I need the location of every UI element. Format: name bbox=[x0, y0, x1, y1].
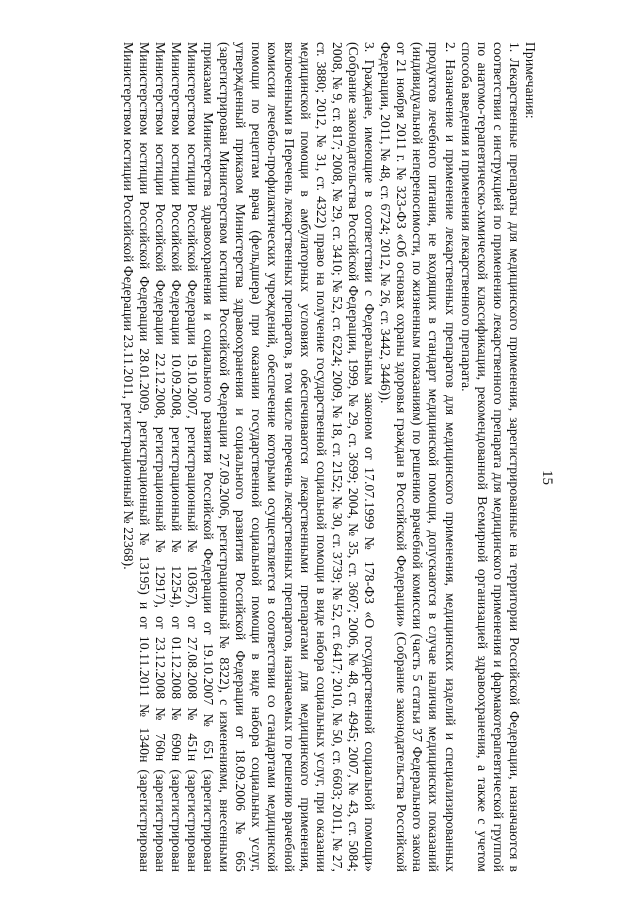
page-number: 15 bbox=[539, 470, 555, 485]
note-2: 2. Назначение и применение лекарственных препаратов для медицинского применения, медицинских изделий и специализированных продуктов лечебного питания, не входящих в стандарт медицинской помощи, допускаются в случае наличия медицинских показаний (индивидуальной непереносимости, по жизненным показаниям) по решению врачебной комиссии (часть 5 статьи 37 Федерального закона от 21 ноября 2011 г. № 323-ФЗ «Об основах охраны здоровья граждан в Российской Федерации» (Собрание законодательства Российской Федерации, 2011, № 48, ст. 6724; 2012, № 26, ст. 3442, 3446)). bbox=[378, 42, 458, 872]
notes-heading: Примечания: bbox=[523, 42, 538, 119]
note-1: 1. Лекарственные препараты для медицинского применения, зарегистрированные на территории Российской Федерации, назначаются в соответствии с инструкцией по применению лекарственного препарата для медицинского применения и фармакотерапевтической группой по анатомо-терапевтическо-химической классификации, рекомендованной Всемирной организацией здравоохранения, а также с учетом способа введения и применения лекарственного препарата. bbox=[458, 42, 522, 872]
notes-block bbox=[120, 42, 538, 872]
note-3: 3. Граждане, имеющие в соответствии с Федеральным законом от 17.07.1999 № 178-ФЗ «О государственной социальной помощи» (Собрание законодательства Российской Федерации, 1999, № 29, ст. 3699; 2004, № 35, ст. 3607; 2006, № 48, ст. 4945; 2007, № 43, ст. 5084; 2008, № 9, ст. 817; 2008, № 29, ст. 3410; № 52, ст. 6224; 2009, № 18, ст. 2152; № 30, ст. 3739; № 52, ст. 6417; 2010, № 50, ст. 6603; 2011, № 27, ст. 3880; 2012, № 31, ст. 4322) право на получение государственной социальной помощи в виде набора социальных услуг, при оказании медицинской помощи в амбулаторных условиях обеспечиваются лекарственными препаратами для медицинского применения, включенными в Перечень лекарственных препаратов, в том числе перечень лекарственных препаратов, назначаемых по решению врачебной комиссии лечебно-профилактических учреждений, обеспечение которыми осуществляется в соответствии со стандартами медицинской помощи по рецептам врача (фельдшера) при оказании государственной социальной помощи в виде набора социальных услуг, утвержденный приказом Министерства здравоохранения и социального развития Российской Федерации от 18.09.2006 № 665 (зарегистрирован Министерством юстиции Российской Федерации 27.09.2006, регистрационный № 8322), с изменениями, внесенными приказами Министерства здравоохранения и социального развития Российской Федерации от 19.10.2007 № 651 (зарегистрирован Министерством юстиции Российской Федерации 19.10.2007, регистрационный № 10367), от 27.08.2008 № 451н (зарегистрирован Министерством юстиции Российской Федерации 10.09.2008, регистрационный № 12254), от 01.12.2008 № 690н (зарегистрирован Министерством юстиции Российской Федерации 22.12.2008, регистрационный № 12917), от 23.12.2008 № 760н (зарегистрирован Министерством юстиции Российской Федерации 28.01.2009, регистрационный № 13195) и от 10.11.2011 № 1340н (зарегистрирован Министерством юстиции Российской Федерации 23.11.2011, регистрационный № 22368). bbox=[120, 42, 378, 872]
